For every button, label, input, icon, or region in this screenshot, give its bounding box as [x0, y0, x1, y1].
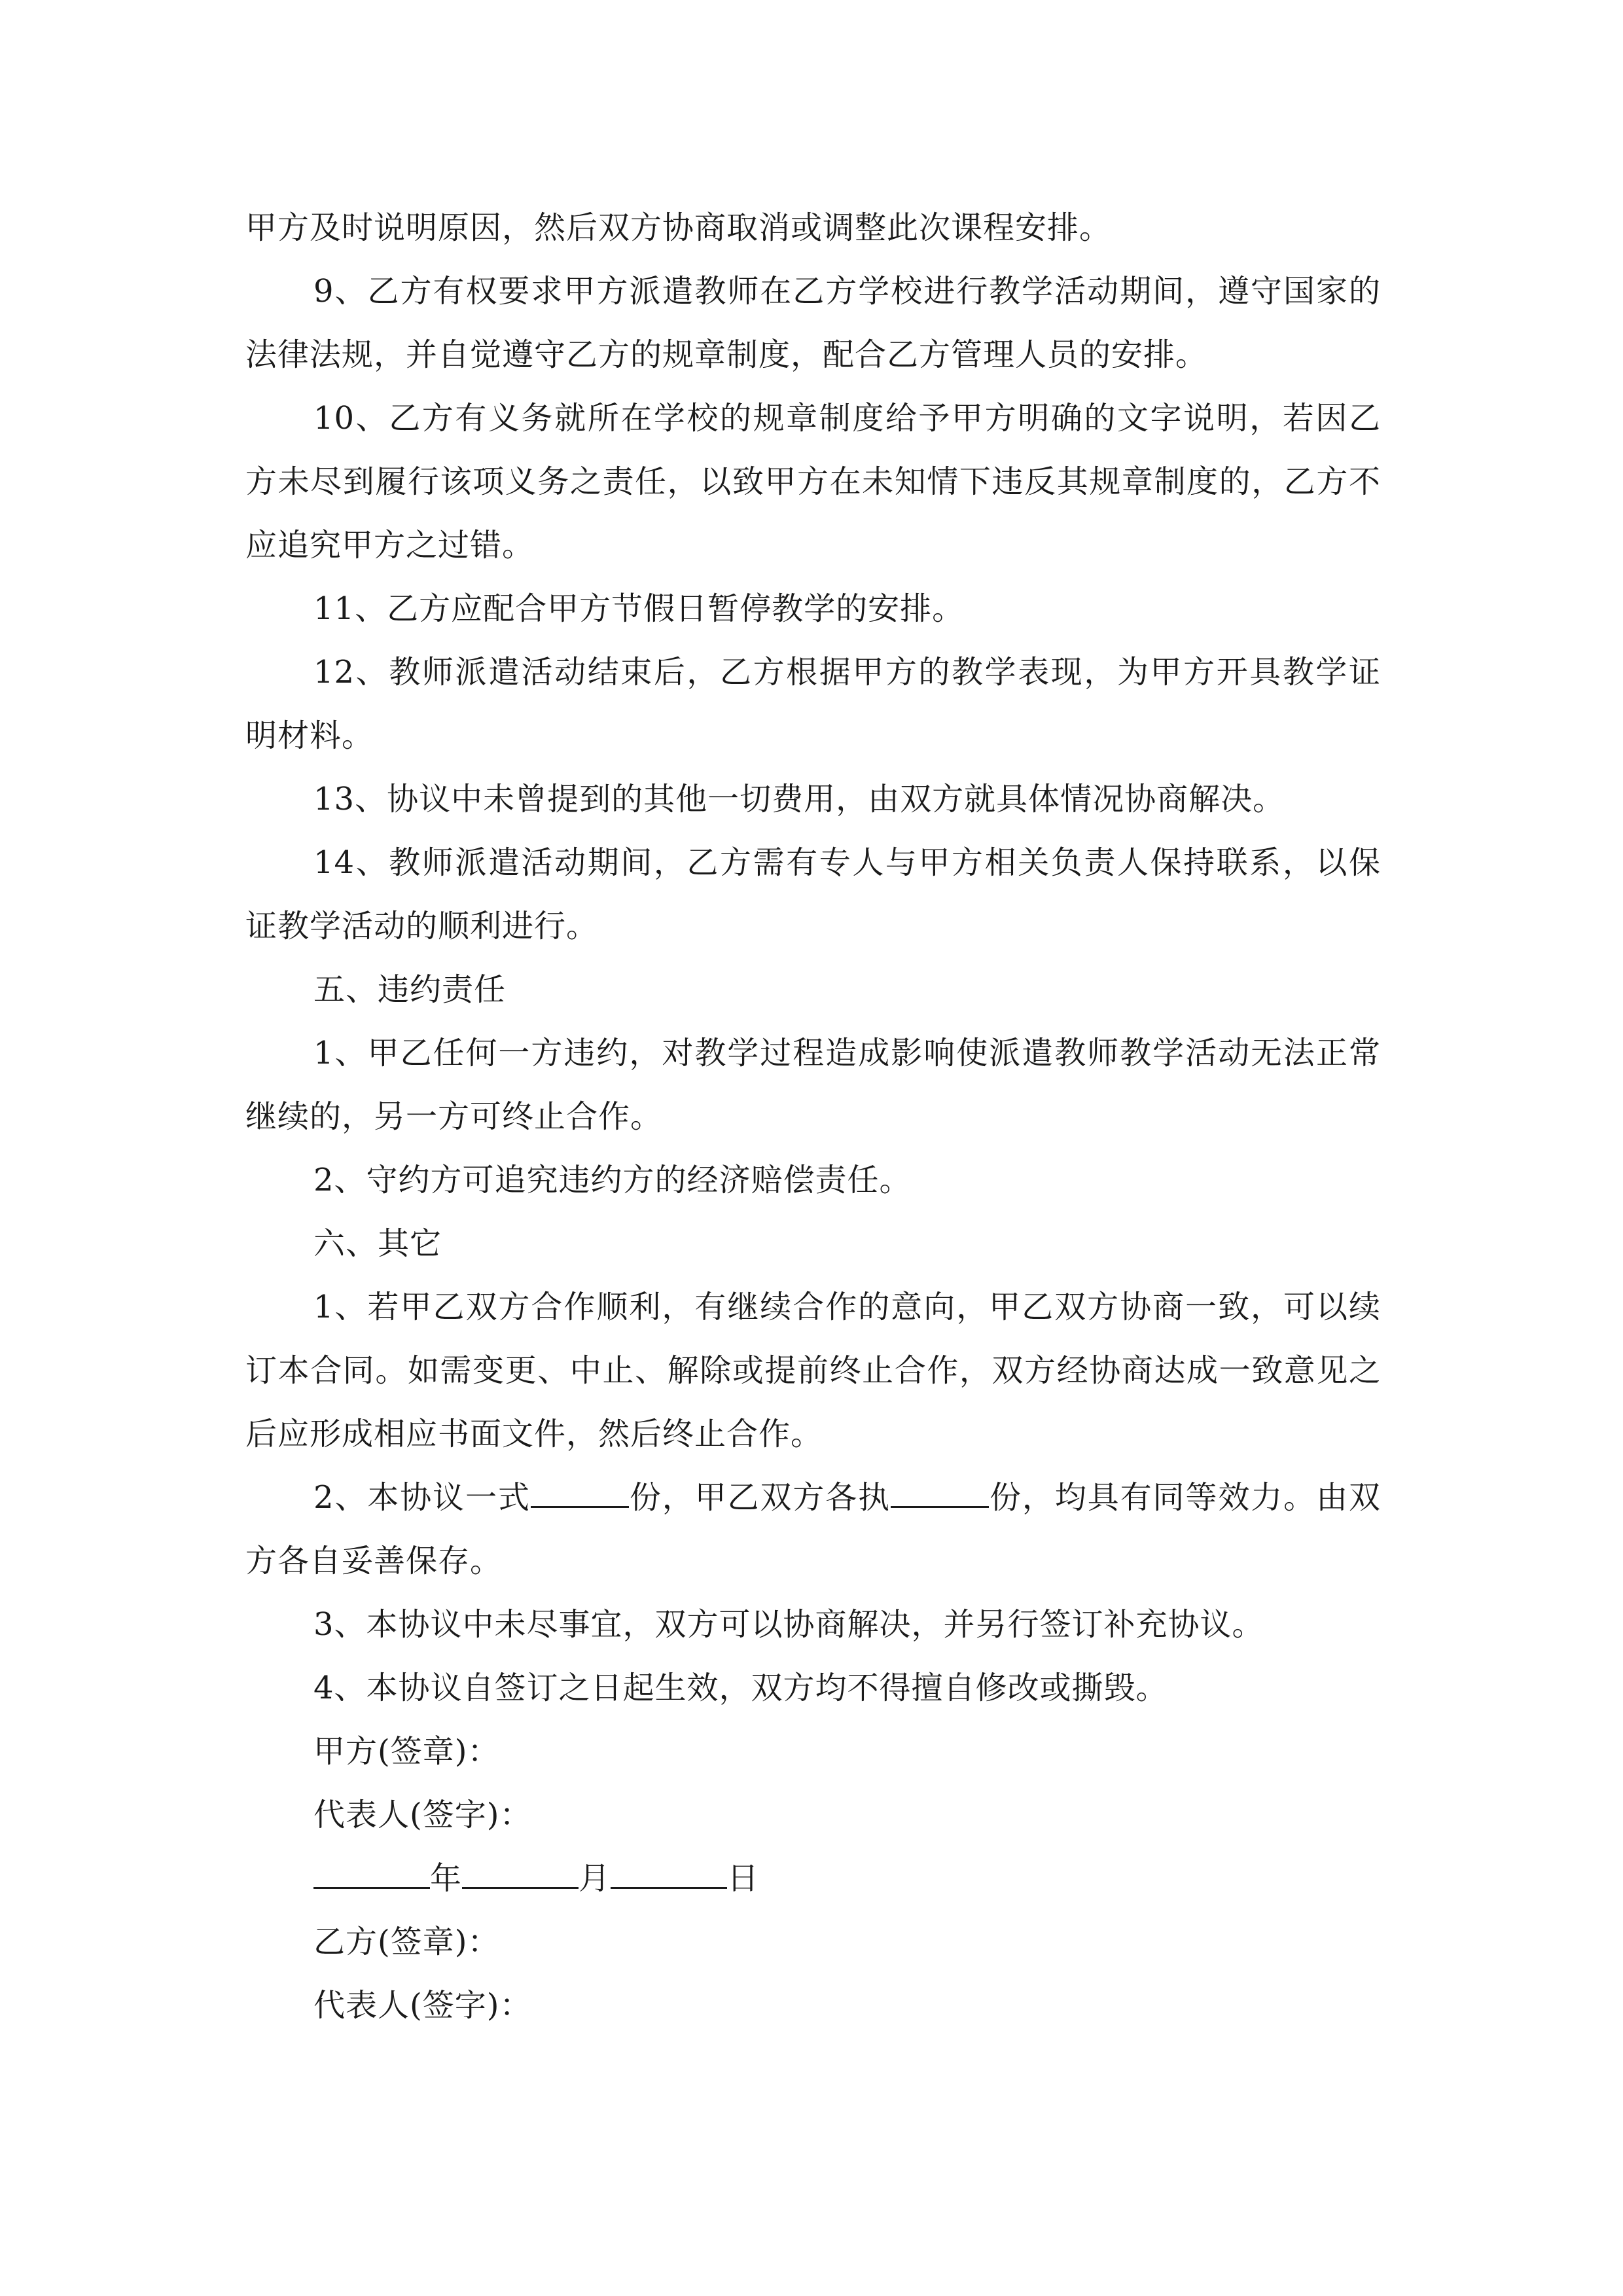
party-b-seal-line: 乙方(签章)：	[313, 1924, 500, 1960]
copies-total-blank[interactable]	[531, 1480, 629, 1508]
copies-text-1: 2、本协议一式	[313, 1479, 531, 1516]
party-a-rep-line: 代表人(签字)：	[313, 1797, 532, 1833]
section-heading-other: 六、其它	[313, 1225, 442, 1262]
party-b-rep-line: 代表人(签字)：	[313, 1987, 532, 2024]
section-heading-breach: 五、违约责任	[313, 971, 507, 1008]
paragraph-other-1: 1、若甲乙双方合作顺利，有继续合作的意向，甲乙双方协商一致，可以续订本合同。如需变更、中止、解除或提前终止合作，双方经协商达成一致意见之后应形成相应书面文件，然后终止合作。	[245, 1289, 1381, 1452]
paragraph-item-11: 11、乙方应配合甲方节假日暂停教学的安排。	[313, 590, 965, 627]
document-body	[245, 196, 1381, 2037]
paragraph-item-14: 14、教师派遣活动期间，乙方需有专人与甲方相关负责人保持联系，以保证教学活动的顺利进行。	[245, 844, 1381, 944]
paragraph-item-12: 12、教师派遣活动结束后，乙方根据甲方的教学表现，为甲方开具教学证明材料。	[245, 654, 1381, 754]
copies-each-blank[interactable]	[891, 1480, 989, 1508]
paragraph-breach-1: 1、甲乙任何一方违约，对教学过程造成影响使派遣教师教学活动无法正常继续的，另一方可终止合作。	[245, 1035, 1381, 1135]
copies-text-3: 份，均具有同等效力。由双方各自妥善保存。	[245, 1479, 1381, 1579]
copies-text-2: 份，甲乙双方各执	[628, 1479, 891, 1516]
paragraph-other-3: 3、本协议中未尽事宜，双方可以协商解决，并另行签订补充协议。	[313, 1606, 1264, 1643]
date-year-label: 年	[430, 1860, 463, 1897]
party-a-seal-line: 甲方(签章)：	[313, 1733, 500, 1770]
paragraph-item-10: 10、乙方有义务就所在学校的规章制度给予甲方明确的文字说明，若因乙方未尽到履行该项义务之责任，以致甲方在未知情下违反其规章制度的，乙方不应追究甲方之过错。	[245, 400, 1381, 564]
paragraph-carryover: 甲方及时说明原因，然后双方协商取消或调整此次课程安排。	[245, 209, 1112, 246]
paragraph-item-9: 9、乙方有权要求甲方派遣教师在乙方学校进行教学活动期间，遵守国家的法律法规，并自觉遵守乙方的规章制度，配合乙方管理人员的安排。	[245, 273, 1381, 373]
paragraph-other-2-copies	[245, 1466, 1381, 1593]
date-year-blank[interactable]	[313, 1861, 430, 1889]
date-day-blank[interactable]	[611, 1861, 727, 1889]
paragraph-other-4: 4、本协议自签订之日起生效，双方均不得擅自修改或撕毁。	[313, 1670, 1168, 1706]
paragraph-breach-2: 2、守约方可追究违约方的经济赔偿责任。	[313, 1162, 912, 1198]
date-month-blank[interactable]	[462, 1861, 579, 1889]
paragraph-item-13: 13、协议中未曾提到的其他一切费用，由双方就具体情况协商解决。	[313, 781, 1285, 817]
date-month-label: 月	[579, 1860, 611, 1897]
date-day-label: 日	[727, 1860, 760, 1897]
date-line	[245, 1847, 1381, 1910]
